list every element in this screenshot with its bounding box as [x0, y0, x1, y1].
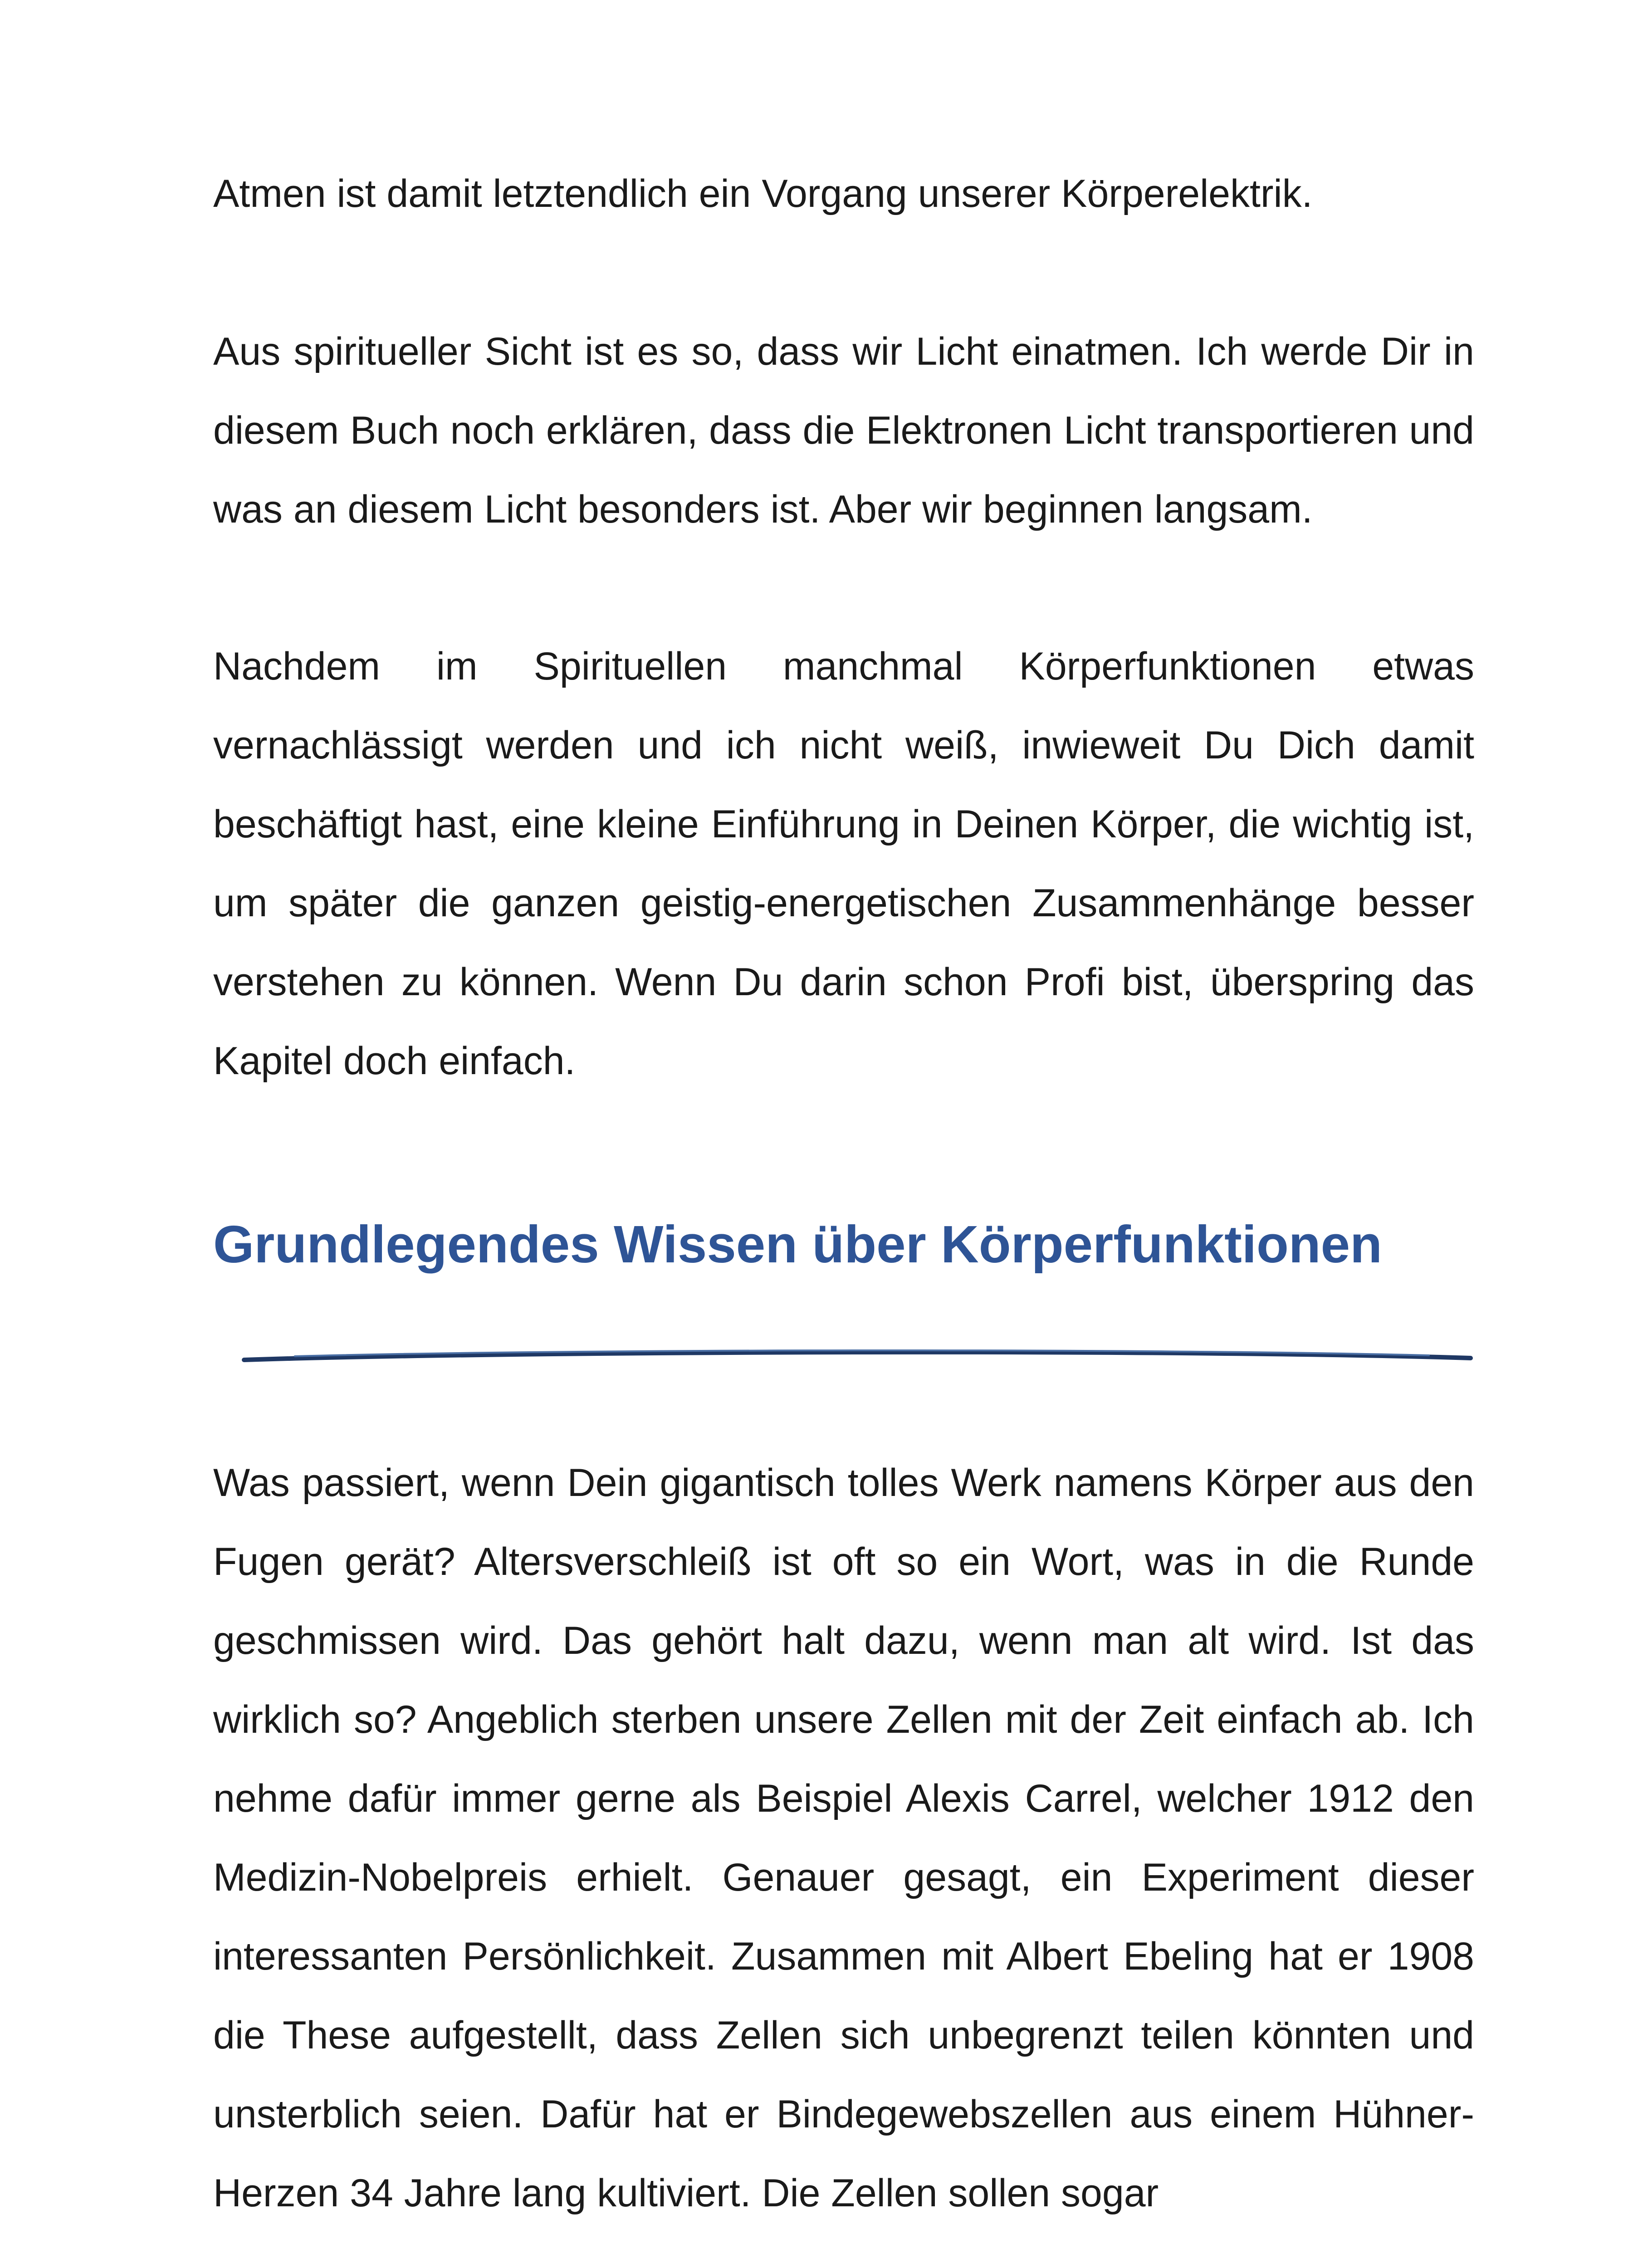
heading-divider-line	[240, 1343, 1474, 1370]
paragraph-breathing-electric: Atmen ist damit letztendlich ein Vorgang unserer Körperelektrik.	[213, 172, 1313, 215]
paragraph-spiritual-light: Aus spiritueller Sicht ist es so, dass wir Licht einatmen. Ich werde Dir in diesem Buch noch erklären, dass die Elektronen Licht transportieren und was an diesem Licht besonders ist. Aber wir beginnen langsam.	[213, 330, 1474, 531]
paragraph-aging-cells: Was passiert, wenn Dein gigantisch tolles Werk namens Körper aus den Fugen gerät? Altersverschleiß ist oft so ein Wort, was in die Runde geschmissen wird. Das gehört halt dazu, wenn man alt wird. Ist das wirklich so? Angeblich sterben unsere Zellen mit der Zeit einfach ab. Ich nehme dafür immer gerne als Beispiel Alexis Carrel, welcher 1912 den Medizin-Nobelpreis erhielt. Genauer gesagt, ein Experiment dieser interessanten Persönlichkeit. Zusammen mit Albert Ebeling hat er 1908 die These aufgestellt, dass Zellen sich unbegrenzt teilen könnten und unsterblich seien. Dafür hat er Bindegewebszellen aus einem Hühner-Herzen 34 Jahre lang kultiviert. Die Zellen sollen sogar	[213, 1461, 1474, 2215]
paragraph-body-introduction: Nachdem im Spirituellen manchmal Körperfunktionen etwas vernachlässigt werden und ich nicht weiß, inwieweit Du Dich damit beschäftigt hast, eine kleine Einführung in Deinen Körper, die wichtig ist, um später die ganzen geistig-energetischen Zusammenhänge besser verstehen zu können. Wenn Du darin schon Profi bist, überspring das Kapitel doch einfach.	[213, 645, 1474, 1083]
section-heading: Grundlegendes Wissen über Körperfunktionen	[213, 1215, 1383, 1274]
